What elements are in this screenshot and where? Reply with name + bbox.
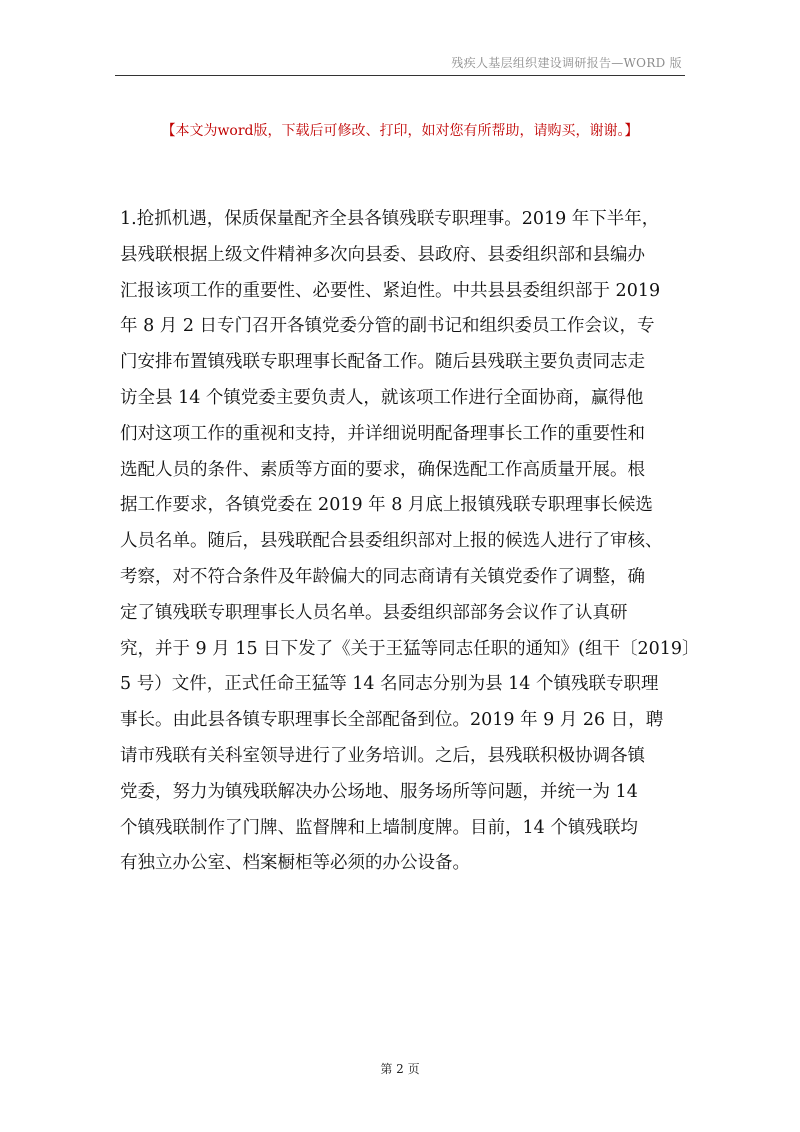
paragraph-line: 1.抢抓机遇，保质保量配齐全县各镇残联专职理事。2019 年下半年， bbox=[120, 209, 660, 229]
body-paragraph bbox=[120, 202, 700, 882]
paragraph-line: 年 8 月 2 日专门召开各镇党委分管的副书记和组织委员工作会议，专 bbox=[120, 316, 655, 337]
paragraph-line: 党委，努力为镇残联解决办公场地、服务场所等问题，并统一为 14 bbox=[120, 781, 638, 802]
paragraph-line: 究，并于 9 月 15 日下发了《关于王猛等同志任职的通知》(组干〔2019〕 bbox=[120, 638, 700, 659]
paragraph-line: 人员名单。随后，县残联配合县委组织部对上报的候选人进行了审核、 bbox=[120, 531, 663, 552]
paragraph-line: 有独立办公室、档案橱柜等必须的办公设备。 bbox=[120, 853, 470, 874]
paragraph-line: 请市残联有关科室领导进行了业务培训。之后，县残联积极协调各镇 bbox=[120, 745, 645, 766]
paragraph-line: 们对这项工作的重视和支持，并详细说明配备理事长工作的重要性和 bbox=[120, 423, 645, 444]
paragraph-line: 门安排布置镇残联专职理事长配备工作。随后县残联主要负责同志走 bbox=[120, 352, 645, 373]
paragraph-line: 选配人员的条件、素质等方面的要求，确保选配工作高质量开展。根 bbox=[120, 459, 645, 480]
paragraph-line: 事长。由此县各镇专职理事长全部配备到位。2019 年 9 月 26 日，聘 bbox=[120, 710, 664, 731]
paragraph-line: 访全县 14 个镇党委主要负责人，就该项工作进行全面协商，赢得他 bbox=[120, 387, 644, 408]
header-divider bbox=[115, 75, 685, 76]
paragraph-line: 定了镇残联专职理事长人员名单。县委组织部部务会议作了认真研 bbox=[120, 602, 628, 623]
page-number: 第 2 页 bbox=[380, 1062, 420, 1076]
paragraph-line: 考察，对不符合条件及年龄偏大的同志商请有关镇党委作了调整，确 bbox=[120, 566, 645, 587]
download-notice: 【本文为word版，下载后可修改、打印，如对您有所帮助，请购买，谢谢。】 bbox=[161, 123, 639, 139]
paragraph-line: 5 号）文件，正式任命王猛等 14 名同志分别为县 14 个镇残联专职理 bbox=[120, 674, 659, 695]
running-header-title: 残疾人基层组织建设调研报告—WORD 版 bbox=[451, 56, 682, 70]
paragraph-line: 据工作要求，各镇党委在 2019 年 8 月底上报镇残联专职理事长候选 bbox=[120, 495, 653, 516]
paragraph-line: 汇报该项工作的重要性、必要性、紧迫性。中共县县委组织部于 2019 bbox=[120, 280, 661, 301]
paragraph-line: 县残联根据上级文件精神多次向县委、县政府、县委组织部和县编办 bbox=[120, 244, 645, 265]
paragraph-line: 个镇残联制作了门牌、监督牌和上墙制度牌。目前，14 个镇残联均 bbox=[120, 817, 638, 838]
